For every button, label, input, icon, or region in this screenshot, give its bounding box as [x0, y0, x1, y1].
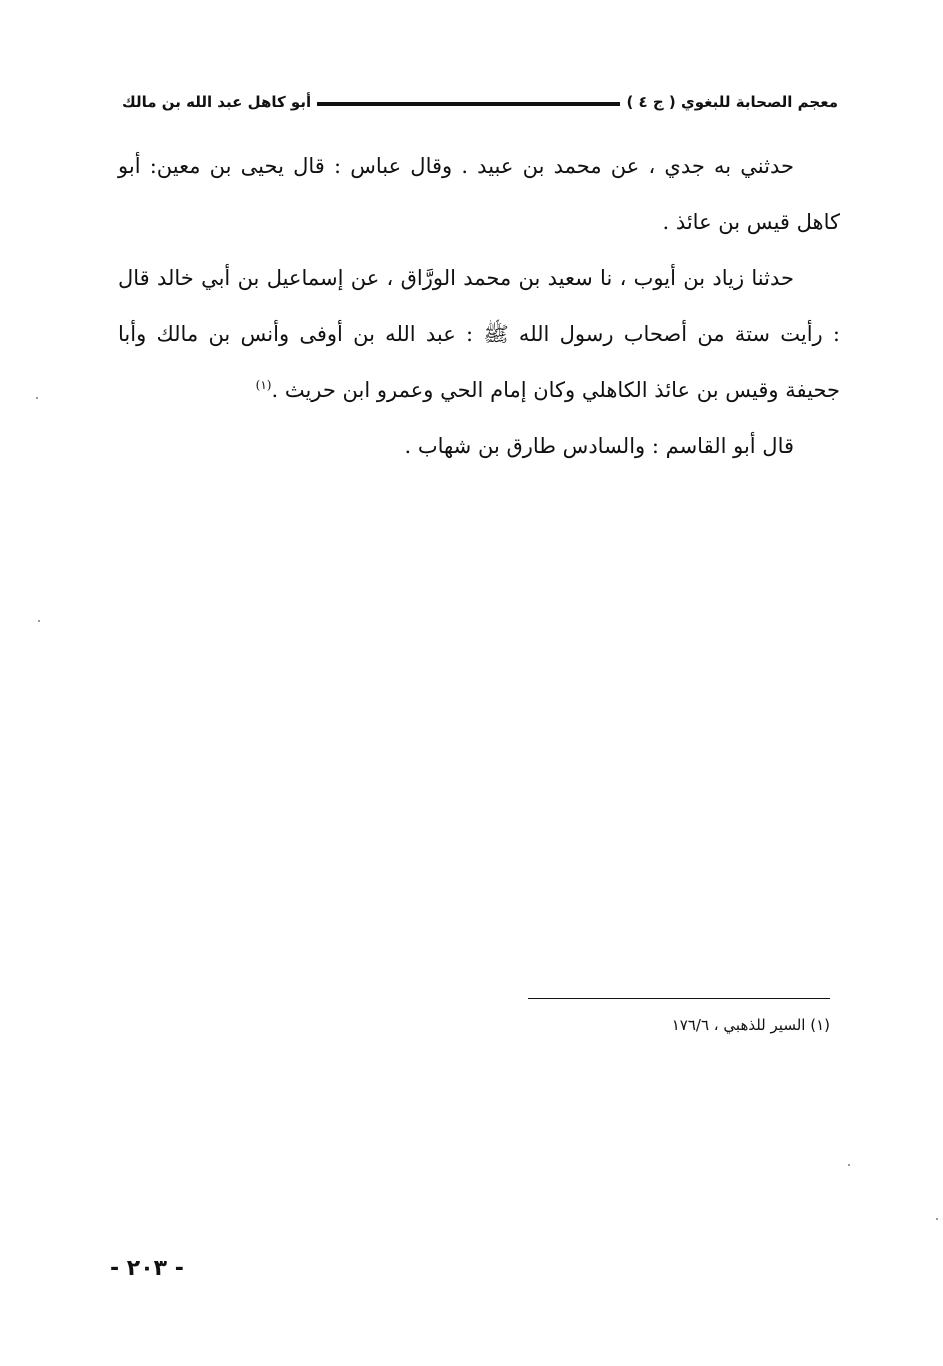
running-header: [122, 88, 838, 116]
entry-title: أبو كاهل عبد الله بن مالك: [122, 93, 312, 111]
footnote: (١) السير للذهبي ، ١٧٦/٦: [671, 1016, 830, 1034]
paragraph-1: حدثني به جدي ، عن محمد بن عبيد . وقال عباس : قال يحيى بن معين: أبو كاهل قيس بن عائذ .: [118, 154, 840, 234]
page-number: - ٢٠٣ -: [110, 1256, 184, 1281]
scan-speck: [36, 397, 38, 399]
paragraph-3: قال أبو القاسم : والسادس طارق بن شهاب .: [404, 434, 794, 458]
paragraph-2-text: حدثنا زياد بن أيوب ، نا سعيد بن محمد الورَّاق ، عن إسماعيل بن أبي خالد قال : رأيت ستة من أصحاب رسول الله ﷺ : عبد الله بن أوفى وأنس بن مالك وأبا جحيفة وقيس بن عائذ الكاهلي وكان إمام الحي وعمرو ابن حريث .: [118, 266, 840, 402]
footnote-reference[interactable]: (١): [255, 378, 272, 392]
paragraph-2: [118, 250, 840, 418]
footnote-divider: [528, 998, 830, 999]
scan-speck: [38, 620, 40, 622]
main-text: [118, 138, 840, 474]
header-rule: [317, 102, 620, 106]
scan-speck: [936, 1218, 938, 1220]
scan-speck: [848, 1164, 850, 1166]
book-title: معجم الصحابة للبغوي ( ج ٤ ): [626, 93, 838, 111]
